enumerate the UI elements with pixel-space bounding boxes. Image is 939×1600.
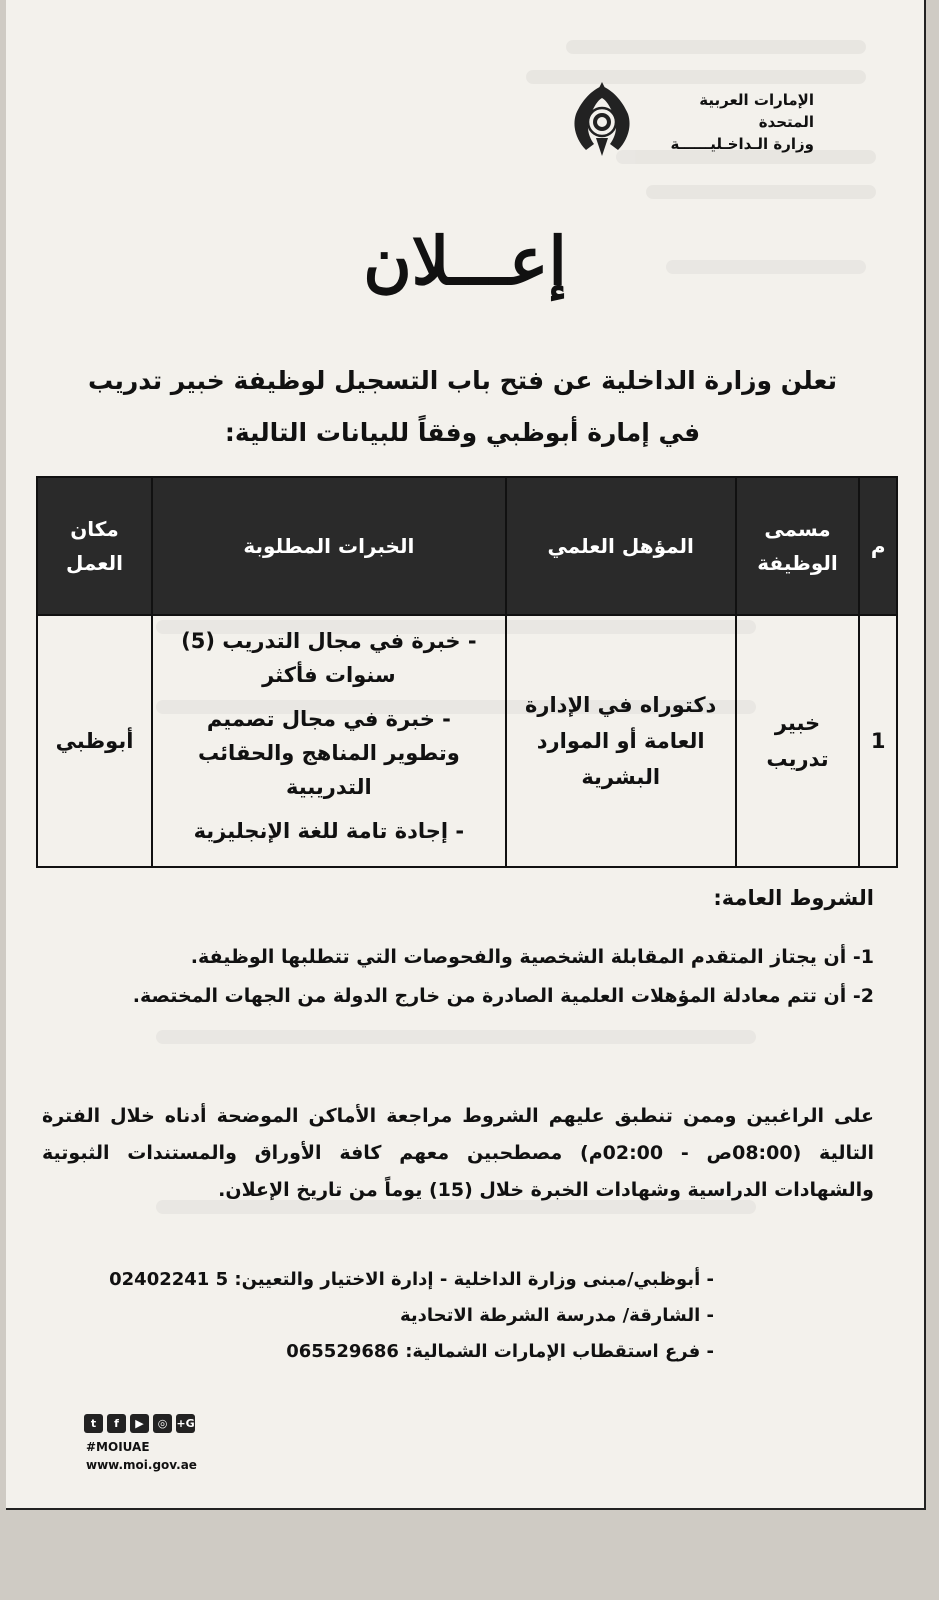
experience-item-2 [163,702,495,804]
advertisement-page [6,0,926,1510]
country-name: الإمارات العربية المتحدة [699,91,814,131]
youtube-icon[interactable]: ▶ [130,1414,149,1433]
cell-experience [152,615,506,867]
falcon-emblem-icon [564,80,640,164]
job-table-header [37,477,897,615]
intro-line-2: في إمارة أبوظبي وفقاً للبيانات التالية: [224,418,701,447]
header-job-title [736,477,860,615]
header-qualification: المؤهل العلمي [506,477,736,615]
contact-north-phone: 065529686 [286,1341,399,1362]
hashtag: #MOIUAE [86,1440,150,1454]
contact-abudhabi-phone: 02402241 5 [109,1269,229,1290]
header-job-title-line-1: مسمى [764,517,831,541]
experience-2-line-3: التدريبية [286,775,372,799]
condition-item-1: 1- أن يجتاز المتقدم المقابلة الشخصية والفحوصات التي تتطلبها الوظيفة. [190,946,874,968]
conditions-heading: الشروط العامة: [713,886,874,910]
announcement-intro [46,355,879,459]
cell-number: 1 [859,615,897,867]
contact-locations [42,1262,714,1370]
facebook-icon[interactable]: f [107,1414,126,1433]
job-title-line-1: خبير [774,711,821,735]
header-job-title-line-2: الوظيفة [757,551,838,575]
application-instructions: على الراغبين وممن تنطبق عليهم الشروط مراجعة الأماكن الموضحة أدناه خلال الفترة التالية (08:00ص - 02:00م) مصطحبين معهم كافة الأوراق والمستندات الثبوتية والشهادات الدراسية وشهادات الخبرة خلال (15) يوماً من تاريخ الإعلان. [42,1105,874,1201]
cell-job-title [736,615,860,867]
contact-abudhabi [42,1262,714,1298]
twitter-icon[interactable]: t [84,1414,103,1433]
contact-sharjah: - الشارقة/ مدرسة الشرطة الاتحادية [400,1305,714,1326]
table-row [37,615,897,867]
experience-2-line-1: - خبرة في مجال تصميم [206,707,451,731]
cell-location: أبوظبي [37,615,152,867]
ministry-logo [564,82,814,162]
instagram-icon[interactable]: ◎ [153,1414,172,1433]
ministry-title: وزارة الـداخـليــــــة [670,135,814,153]
qualification-line-1: دكتوراه في الإدارة [525,693,717,717]
contact-north [42,1334,714,1370]
job-table [36,476,898,868]
contact-abudhabi-label: - أبوظبي/مبنى وزارة الداخلية - إدارة الاختيار والتعيين: [234,1269,714,1290]
experience-1-line-1: - خبرة في مجال التدريب (5) [181,629,477,653]
experience-item-3: - إجادة تامة للغة الإنجليزية [193,819,465,843]
condition-item-2: 2- أن تتم معادلة المؤهلات العلمية الصادرة من خارج الدولة من الجهات المختصة. [132,985,874,1007]
job-title-line-2: تدريب [766,747,829,771]
header-location-line-2: العمل [66,551,123,575]
announcement-title: إعـــلان [363,222,567,300]
contact-north-label: - فرع استقطاب الإمارات الشمالية: [405,1341,714,1362]
website-link[interactable]: www.moi.gov.ae [86,1458,197,1472]
ministry-name [650,89,814,155]
experience-1-line-2: سنوات فأكثر [262,663,396,687]
cell-qualification [506,615,736,867]
google-plus-icon[interactable]: G+ [176,1414,195,1433]
social-icons [84,1414,195,1433]
qualification-line-2: العامة أو الموارد [536,729,705,753]
qualification-line-3: البشرية [581,765,661,789]
header-location [37,477,152,615]
conditions-list [42,940,874,1018]
header-location-line-1: مكان [70,517,119,541]
header-number: م [859,477,897,615]
experience-item-1 [163,624,495,692]
header-experience: الخبرات المطلوبة [152,477,506,615]
intro-line-1: تعلن وزارة الداخلية عن فتح باب التسجيل لوظيفة خبير تدريب [88,366,837,395]
experience-2-line-2: وتطوير المناهج والحقائب [197,741,460,765]
